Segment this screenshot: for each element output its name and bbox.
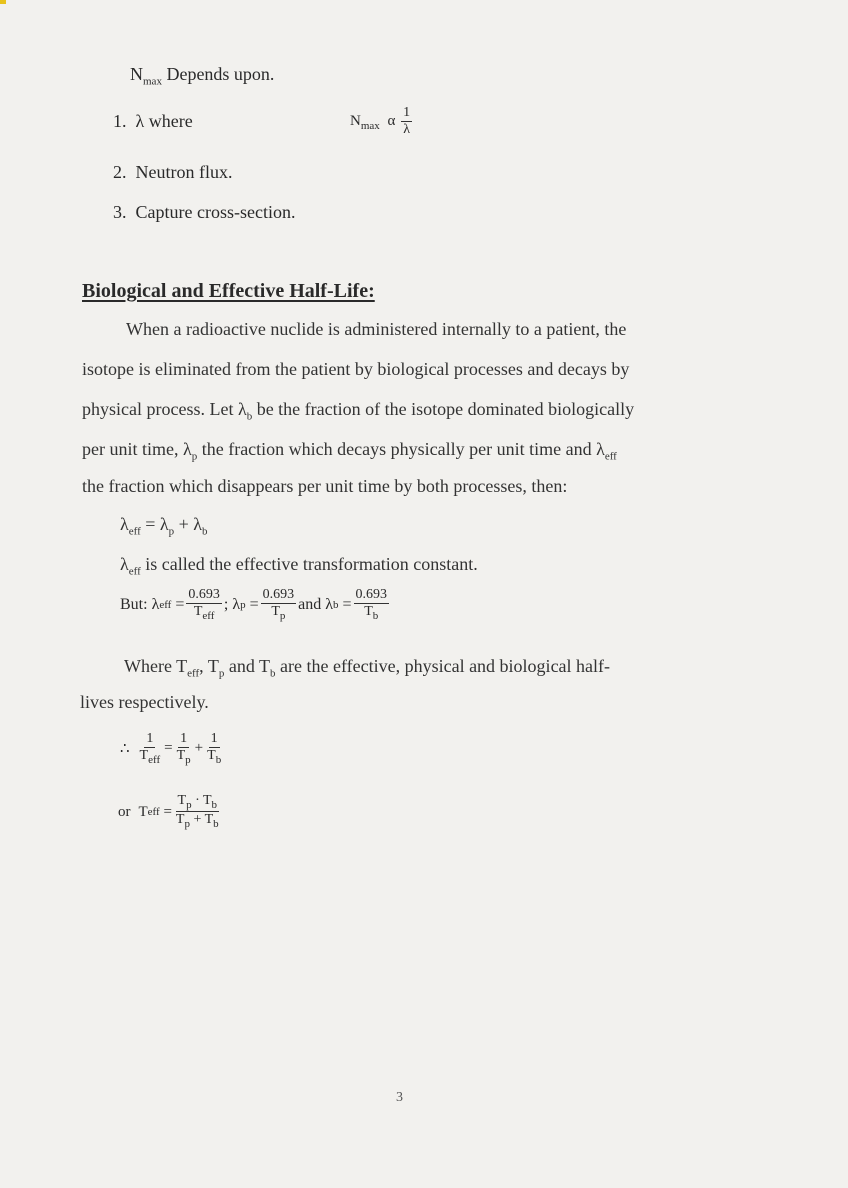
corner-mark xyxy=(0,0,6,4)
paragraph-line: isotope is eliminated from the patient by biological processes and decays by xyxy=(82,359,630,379)
equation-effective-lambda: $\lambda_{eff} = \lambda_p + \lambda_b$ xyxy=(120,514,208,538)
paragraph-line: per unit time, $\lambda_p$ the fraction which decays physically per unit time and $\lambda_{eff}$ xyxy=(82,439,617,463)
list-item: 1. λ where xyxy=(113,111,193,131)
equation-effective-halflife: or T eff = $\frac{T_p \cdot T_b}{T_p + T_b}$ xyxy=(118,793,219,831)
where-statement-cont: lives respectively. xyxy=(80,692,209,712)
where-statement: Where $T_{eff}$, $T_p$ and $T_b$ are the effective, physical and biological half- xyxy=(124,656,611,680)
nmax-intro: $N_{max}$ Depends upon. xyxy=(130,64,275,88)
section-heading: Biological and Effective Half-Life: xyxy=(82,280,375,302)
list-item: 3. Capture cross-section. xyxy=(113,202,296,222)
paragraph-line: the fraction which disappears per unit time by both processes, then: xyxy=(82,476,568,496)
page-number: 3 xyxy=(396,1090,403,1105)
paragraph-line: physical process. Let $\lambda_b$ be the fraction of the isotope dominated biologically xyxy=(82,399,635,423)
effective-constant-statement: $\lambda_{eff}$ is called the effective transformation constant. xyxy=(120,554,478,578)
equation-decay-constants: But: λ eff = $\frac{0.693}{T_{eff}}$ ; λ p = $\frac{0.693}{T_p}$ and λ b = $\frac{0.693}{T_b}$ xyxy=(120,587,387,622)
list-item: 2. Neutron flux. xyxy=(113,162,233,182)
equation-reciprocal-sum: ∴ $\frac{1}{T_{eff}}$ = $\frac{1}{T_p}$ + $\frac{1}{T_b}$ xyxy=(120,731,222,766)
nmax-relation: $N_{max}$ α $\frac{1}{\lambda}$ xyxy=(350,105,411,137)
paragraph-line: When a radioactive nuclide is administered internally to a patient, the xyxy=(126,319,627,339)
